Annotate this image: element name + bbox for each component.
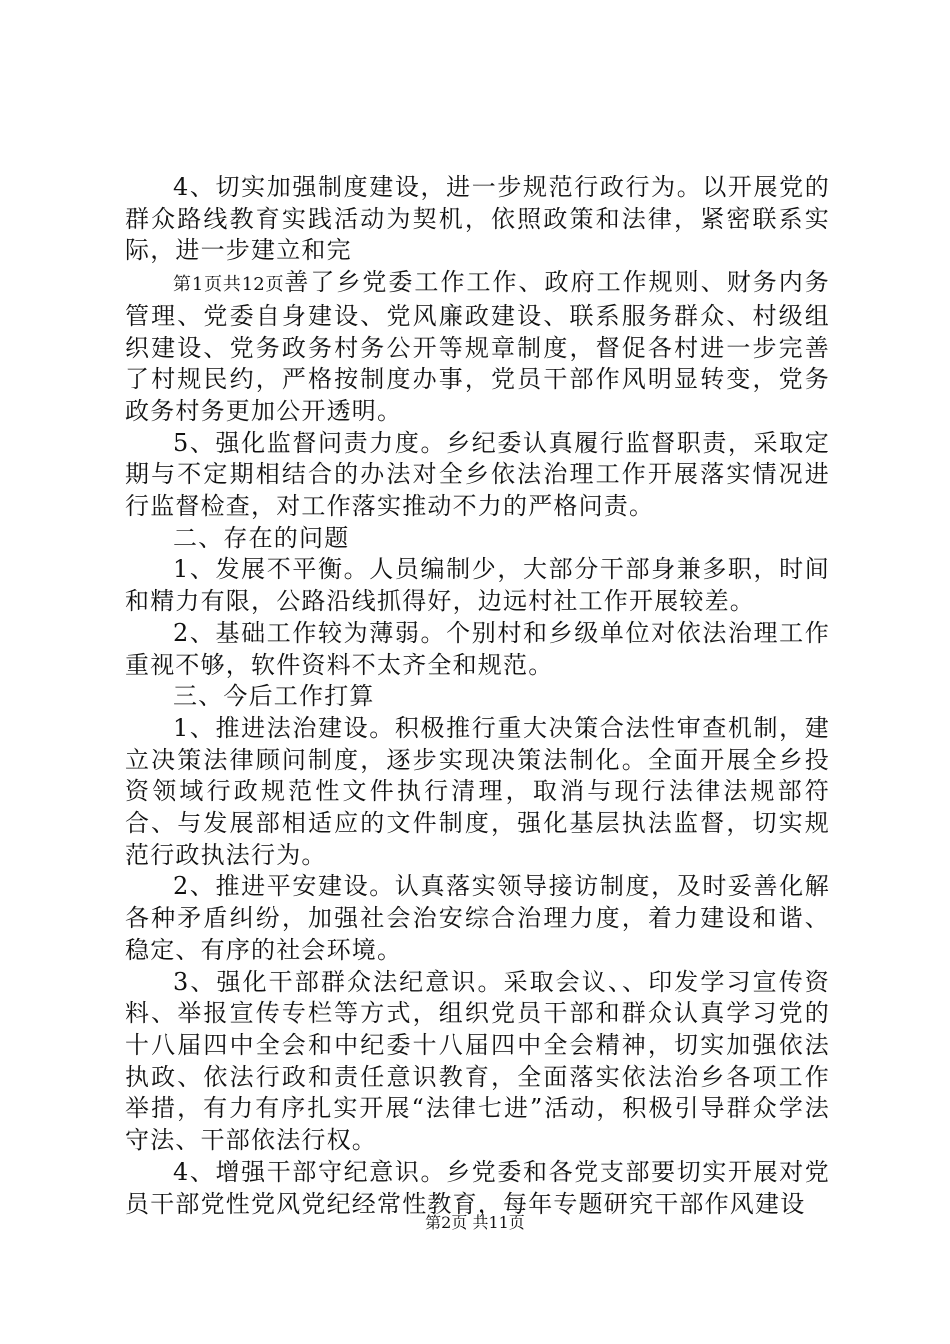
- section-heading-problems: 二、存在的问题: [173, 523, 350, 552]
- paragraph-plan-2-safety: 2、推进平安建设。认真落实领导接访制度，及时妥善化解各种矛盾纠纷，加强社会治安综合治理力度，着力建设和谐、稳定、有序的社会环境。: [125, 872, 830, 964]
- embedded-page-marker: 第1页共12页: [173, 274, 285, 296]
- paragraph-problem-2: 2、基础工作较为薄弱。个别村和乡级单位对依法治理工作重视不够，软件资料不太齐全和规范。: [125, 618, 830, 679]
- paragraph-item-4-continued: [125, 267, 830, 428]
- paragraph-plan-1-rule-of-law: 1、推进法治建设。积极推行重大决策合法性审查机制，建立决策法律顾问制度，逐步实现决策法制化。全面开展全乡投资领域行政规范性文件执行清理，取消与现行法律法规部符合、与发展部相适应的文件制度，强化基层执法监督，切实规范行政执法行为。: [125, 713, 830, 869]
- paragraph-plan-3-legal-awareness: 3、强化干部群众法纪意识。采取会议、、印发学习宣传资料、举报宣传专栏等方式，组织党员干部和群众认真学习党的十八届四中全会和中纪委十八届四中全会精神，切实加强依法执政、依法行政和责任意识教育，全面落实依法治乡各项工作举措，有力有序扎实开展“法律七进”活动，积极引导群众学法守法、干部依法行权。: [125, 967, 830, 1155]
- paragraph-item-4-institution-building: 4、切实加强制度建设，进一步规范行政行为。以开展党的群众路线教育实践活动为契机，依照政策和法律，紧密联系实际，进一步建立和完: [125, 173, 830, 265]
- paragraph-plan-4-discipline: 4、增强干部守纪意识。乡党委和各党支部要切实开展对党员干部党性党风党纪经常性教育，每年专题研究干部作风建设: [125, 1157, 830, 1218]
- document-body: [125, 172, 830, 1220]
- paragraph-text: 善了乡党委工作工作、政府工作规则、财务内务管理、党委自身建设、党风廉政建设、联系服务群众、村级组织建设、党务政务村务公开等规章制度，督促各村进一步完善了村规民约，严格按制度办事，党员干部作风明显转变，党务政务村务更加公开透明。: [125, 268, 831, 425]
- section-heading-future-plans: 三、今后工作打算: [173, 682, 375, 711]
- paragraph-problem-1: 1、发展不平衡。人员编制少，大部分干部身兼多职，时间和精力有限，公路沿线抓得好，边远村社工作开展较差。: [125, 555, 830, 616]
- paragraph-item-5-supervision: 5、强化监督问责力度。乡纪委认真履行监督职责，采取定期与不定期相结合的办法对全乡依法治理工作开展落实情况进行监督检查，对工作落实推动不力的严格问责。: [125, 428, 830, 521]
- page-footer: 第2页 共11页: [425, 1213, 525, 1232]
